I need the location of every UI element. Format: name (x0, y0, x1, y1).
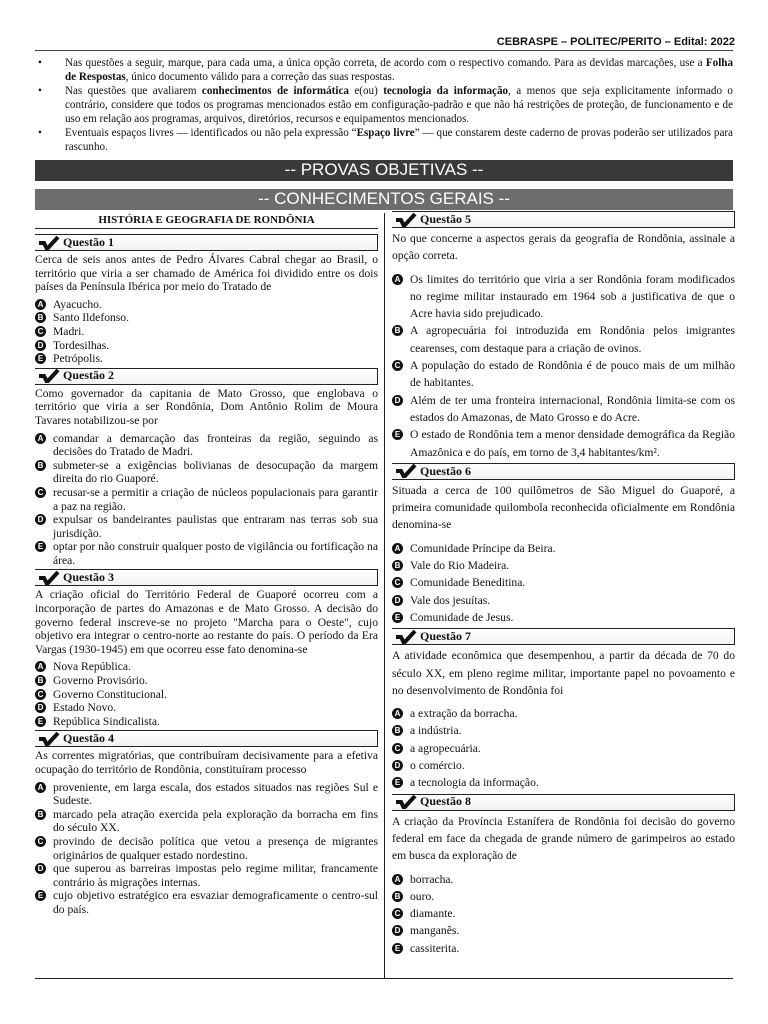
option-e (35, 352, 378, 366)
instruction-item (35, 126, 733, 154)
left-column (35, 211, 378, 919)
option-text: comandar a demarcação das fronteiras da região, seguindo as decisões do Tratado de Madri. (53, 431, 378, 459)
option-a (392, 705, 735, 722)
question-title: Questão 6 (420, 463, 471, 478)
checkmark-icon (35, 570, 63, 585)
option-e (392, 940, 735, 957)
banner-conhecimentos-gerais: -- CONHECIMENTOS GERAIS -- (35, 189, 733, 210)
option-b (35, 311, 378, 325)
option-letter-badge: E (35, 716, 46, 727)
question-title: Questão 1 (63, 234, 114, 249)
checkmark-icon (35, 235, 63, 250)
instruction-text: Nas questões que avaliarem (65, 85, 202, 97)
question-stem: Como governador da capitania de Mato Grosso, que englobava o território que viria a ser Rondônia, Dom Antônio Rolim de Moura Tavares notabilizou-se por (35, 386, 378, 427)
option-e (35, 889, 378, 916)
question-4 (35, 730, 378, 916)
instruction-text: , único documento válido para a correção das suas respostas. (125, 71, 395, 83)
question-2 (35, 368, 378, 568)
question-header (392, 463, 735, 480)
option-d (35, 701, 378, 715)
column-divider (384, 213, 385, 978)
option-text: ouro. (410, 889, 435, 903)
option-letter-badge: E (392, 777, 403, 788)
subject-title: HISTÓRIA E GEOGRAFIA DE RONDÔNIA (35, 211, 378, 229)
option-text: Tordesilhas. (53, 338, 110, 352)
question-stem: A criação oficial do Território Federal de Guaporé ocorreu com a incorporação de partes do Amazonas e de Mato Grosso. A decisão do governo federal inscreve-se no projeto "Marcha para o Oeste", cujo objetivo era integrar o centro-norte ao restante do país. O período da Era Vargas (1930-1945) em que ocorreu esse fato denomina-se (35, 588, 378, 656)
option-letter-badge: B (35, 809, 46, 820)
options-list (392, 705, 735, 791)
option-b (35, 459, 378, 486)
option-text: a indústria. (410, 724, 462, 738)
checkmark-icon (392, 629, 420, 644)
option-d (392, 757, 735, 774)
option-text: Estado Novo. (53, 701, 117, 715)
option-text: Comunidade Príncipe da Beira. (410, 541, 556, 555)
option-e (392, 774, 735, 791)
question-7 (392, 628, 735, 791)
option-text: o comércio. (410, 759, 465, 773)
question-6 (392, 463, 735, 626)
question-1 (35, 234, 378, 366)
option-text: Além de ter uma fronteira internacional, Rondônia limita-se com os estados do Amazonas, de Mato Grosso e do Acre. (410, 393, 735, 424)
option-d (392, 592, 735, 609)
option-letter-badge: E (392, 612, 403, 623)
option-letter-badge: B (392, 725, 403, 736)
right-column (392, 211, 735, 959)
option-text: A população do estado de Rondônia é de pouco mais de um milhão de habitantes. (410, 359, 735, 390)
option-letter-badge: D (392, 925, 403, 936)
option-text: provindo de decisão política que vetou a presença de migrantes originários de qualquer estado nordestino. (53, 834, 378, 862)
options-list (35, 781, 378, 917)
question-header (35, 569, 378, 586)
option-a (35, 660, 378, 674)
option-d (392, 922, 735, 939)
option-text: Os limites do território que viria a ser Rondônia foram modificados no regime militar instaurado em 1964 sob a justificativa de que o Acre havia sido prejudicado. (410, 272, 735, 321)
question-header (35, 234, 378, 251)
option-b (35, 674, 378, 688)
options-list (35, 660, 378, 728)
option-letter-badge: E (35, 541, 46, 552)
option-b (35, 808, 378, 835)
option-letter-badge: E (392, 429, 403, 440)
option-text: Petrópolis. (53, 352, 103, 366)
checkmark-icon (392, 795, 420, 810)
question-header (392, 211, 735, 228)
option-letter-badge: B (392, 560, 403, 571)
option-letter-badge: E (392, 943, 403, 954)
option-text: a tecnologia da informação. (410, 776, 539, 790)
option-letter-badge: A (35, 433, 46, 444)
option-text: expulsar os bandeirantes paulistas que entraram nas terras sob sua jurisdição. (53, 513, 378, 540)
option-letter-badge: A (35, 299, 46, 310)
option-letter-badge: D (35, 340, 46, 351)
question-stem: A atividade econômica que desempenhou, a partir da década de 70 do século XX, em pleno regime militar, importante papel no povoamento e no desenvolvimento de Rondônia foi (392, 649, 735, 697)
question-header (392, 628, 735, 645)
option-text: Nova República. (53, 660, 131, 674)
option-a (35, 298, 378, 312)
options-list (392, 271, 735, 461)
question-title: Questão 2 (63, 368, 114, 383)
question-3 (35, 569, 378, 728)
question-title: Questão 8 (420, 794, 471, 809)
instruction-text: , a menos que seja explicitamente informado o contrário, considere que todos os programas mencionados estão em configuração-padrão e que não há restrições de proteção, de funcionamento e de uso em relação aos programas, arquivos, diretórios, recursos e equipamentos mencionados. (65, 85, 733, 125)
option-text: cujo objetivo estratégico era esvaziar demograficamente o centro-sul do país. (53, 889, 378, 916)
option-d (392, 392, 735, 427)
option-b (392, 557, 735, 574)
option-text: borracha. (410, 872, 454, 886)
option-letter-badge: E (35, 890, 46, 901)
option-c (35, 835, 378, 862)
instruction-text: Nas questões a seguir, marque, para cada uma, a única opção correta, de acordo com o respectivo comando. Para as devidas marcações, use a (65, 57, 706, 69)
option-letter-badge: B (392, 891, 403, 902)
option-c (392, 740, 735, 757)
instruction-emphasis: Folha de Respostas (65, 57, 733, 83)
option-letter-badge: B (392, 325, 403, 336)
option-letter-badge: C (392, 743, 403, 754)
banner-provas-objetivas: -- PROVAS OBJETIVAS -- (35, 160, 733, 181)
instruction-item (35, 56, 733, 84)
option-d (35, 339, 378, 353)
option-b (392, 888, 735, 905)
instructions (35, 56, 733, 154)
question-title: Questão 5 (420, 211, 471, 226)
option-letter-badge: C (35, 326, 46, 337)
question-stem: As correntes migratórias, que contribuíram decisivamente para a efetiva ocupação do território de Rondônia, constituíram processo (35, 749, 378, 776)
option-c (35, 486, 378, 513)
question-stem: Cerca de seis anos antes de Pedro Álvares Cabral chegar ao Brasil, o território que viria a ser chamado de América foi dividido entre os dois países da Península Ibérica por meio do Tratado de (35, 253, 378, 294)
instruction-item (35, 84, 733, 126)
option-d (35, 862, 378, 889)
option-c (392, 574, 735, 591)
option-text: Comunidade Beneditina. (410, 576, 526, 590)
question-8 (392, 794, 735, 957)
question-stem: Situada a cerca de 100 quilômetros de São Miguel do Guaporé, a primeira comunidade quilombola reconhecida oficialmente em Rondônia denomina-se (392, 483, 735, 532)
option-letter-badge: D (392, 595, 403, 606)
option-c (392, 905, 735, 922)
instruction-emphasis: conhecimentos de informática (201, 85, 349, 97)
option-text: marcado pela atração exercida pela exploração da borracha em fins do século XX. (53, 807, 378, 835)
option-letter-badge: A (35, 661, 46, 672)
option-letter-badge: A (392, 274, 403, 285)
option-letter-badge: B (35, 675, 46, 686)
option-letter-badge: C (35, 487, 46, 498)
option-text: Vale dos jesuítas. (410, 593, 491, 607)
question-header (392, 794, 735, 811)
option-a (35, 781, 378, 808)
option-d (35, 513, 378, 540)
instruction-emphasis: tecnologia da informação (383, 85, 509, 97)
instruction-text: ” — que constarem deste caderno de provas poderão ser utilizados para rascunho. (65, 127, 733, 153)
option-text: Madri. (53, 324, 85, 338)
option-text: que superou as barreiras impostas pelo regime militar, francamente contrário às migrações internas. (53, 862, 378, 889)
option-letter-badge: C (35, 836, 46, 847)
option-a (392, 271, 735, 323)
bottom-rule (35, 978, 733, 979)
header-rule (35, 50, 733, 51)
option-b (392, 322, 735, 357)
option-a (392, 540, 735, 557)
option-text: Comunidade de Jesus. (410, 610, 514, 624)
options-list (392, 540, 735, 626)
option-letter-badge: B (35, 460, 46, 471)
option-letter-badge: B (35, 312, 46, 323)
option-letter-badge: A (35, 782, 46, 793)
option-text: recusar-se a permitir a criação de núcleos populacionais para garantir a paz na região. (53, 485, 378, 513)
option-e (35, 715, 378, 729)
option-e (35, 540, 378, 567)
question-header (35, 730, 378, 747)
option-text: Governo Constitucional. (53, 687, 167, 701)
option-letter-badge: A (392, 708, 403, 719)
option-a (35, 432, 378, 459)
option-letter-badge: D (392, 395, 403, 406)
option-text: Governo Provisório. (53, 674, 148, 688)
checkmark-icon (392, 212, 420, 227)
option-c (392, 357, 735, 392)
option-text: a extração da borracha. (410, 707, 518, 721)
option-letter-badge: C (392, 908, 403, 919)
option-text: Ayacucho. (53, 297, 102, 311)
question-5 (392, 211, 735, 461)
option-text: cassiterita. (410, 941, 460, 955)
instruction-text: Eventuais espaços livres — identificados ou não pela expressão “ (65, 127, 357, 139)
option-letter-badge: D (35, 514, 46, 525)
question-title: Questão 7 (420, 628, 471, 643)
page-header: CEBRASPE – POLITEC/PERITO – Edital: 2022 (496, 36, 735, 48)
question-title: Questão 4 (63, 731, 114, 746)
option-text: Vale do Rio Madeira. (410, 559, 510, 573)
option-letter-badge: A (392, 874, 403, 885)
question-header (35, 368, 378, 385)
option-e (392, 609, 735, 626)
option-b (392, 722, 735, 739)
option-letter-badge: A (392, 543, 403, 554)
option-text: manganês. (410, 924, 460, 938)
instruction-text: e(ou) (348, 85, 384, 97)
option-c (35, 325, 378, 339)
checkmark-icon (35, 731, 63, 746)
option-text: submeter-se a exigências bolivianas de desocupação da margem direita do rio Guaporé. (53, 458, 378, 486)
options-list (392, 871, 735, 957)
option-text: proveniente, em larga escala, dos estados situados nas regiões Sul e Sudeste. (53, 780, 378, 808)
option-letter-badge: C (392, 360, 403, 371)
option-letter-badge: C (35, 689, 46, 700)
question-title: Questão 3 (63, 570, 114, 585)
option-text: a agropecuária. (410, 741, 481, 755)
option-text: A agropecuária foi introduzida em Rondônia pelos imigrantes cearenses, com destaque para a criação de ovinos. (410, 324, 735, 355)
checkmark-icon (392, 464, 420, 479)
option-letter-badge: D (35, 863, 46, 874)
option-text: República Sindicalista. (53, 714, 160, 728)
option-e (392, 426, 735, 461)
options-list (35, 432, 378, 568)
instruction-emphasis: Espaço livre (356, 127, 415, 139)
option-letter-badge: C (392, 577, 403, 588)
option-text: Santo Ildefonso. (53, 311, 129, 325)
checkmark-icon (35, 369, 63, 384)
option-letter-badge: D (35, 702, 46, 713)
option-a (392, 871, 735, 888)
option-c (35, 688, 378, 702)
option-text: optar por não construir qualquer posto de vigilância ou fortificação na área. (53, 540, 378, 567)
option-text: O estado de Rondônia tem a menor densidade demográfica da Região Amazônica e do país, em torno de 3,4 habitantes/km². (410, 428, 735, 459)
options-list (35, 298, 378, 366)
option-text: diamante. (410, 907, 456, 921)
option-letter-badge: E (35, 353, 46, 364)
question-stem: A criação da Província Estanífera de Rondônia foi decisão do governo federal em face da chegada de grande número de garimpeiros ao estado em busca da exploração de (392, 814, 735, 863)
question-stem: No que concerne a aspectos gerais da geografia de Rondônia, assinale a opção correta. (392, 232, 735, 263)
option-letter-badge: D (392, 760, 403, 771)
